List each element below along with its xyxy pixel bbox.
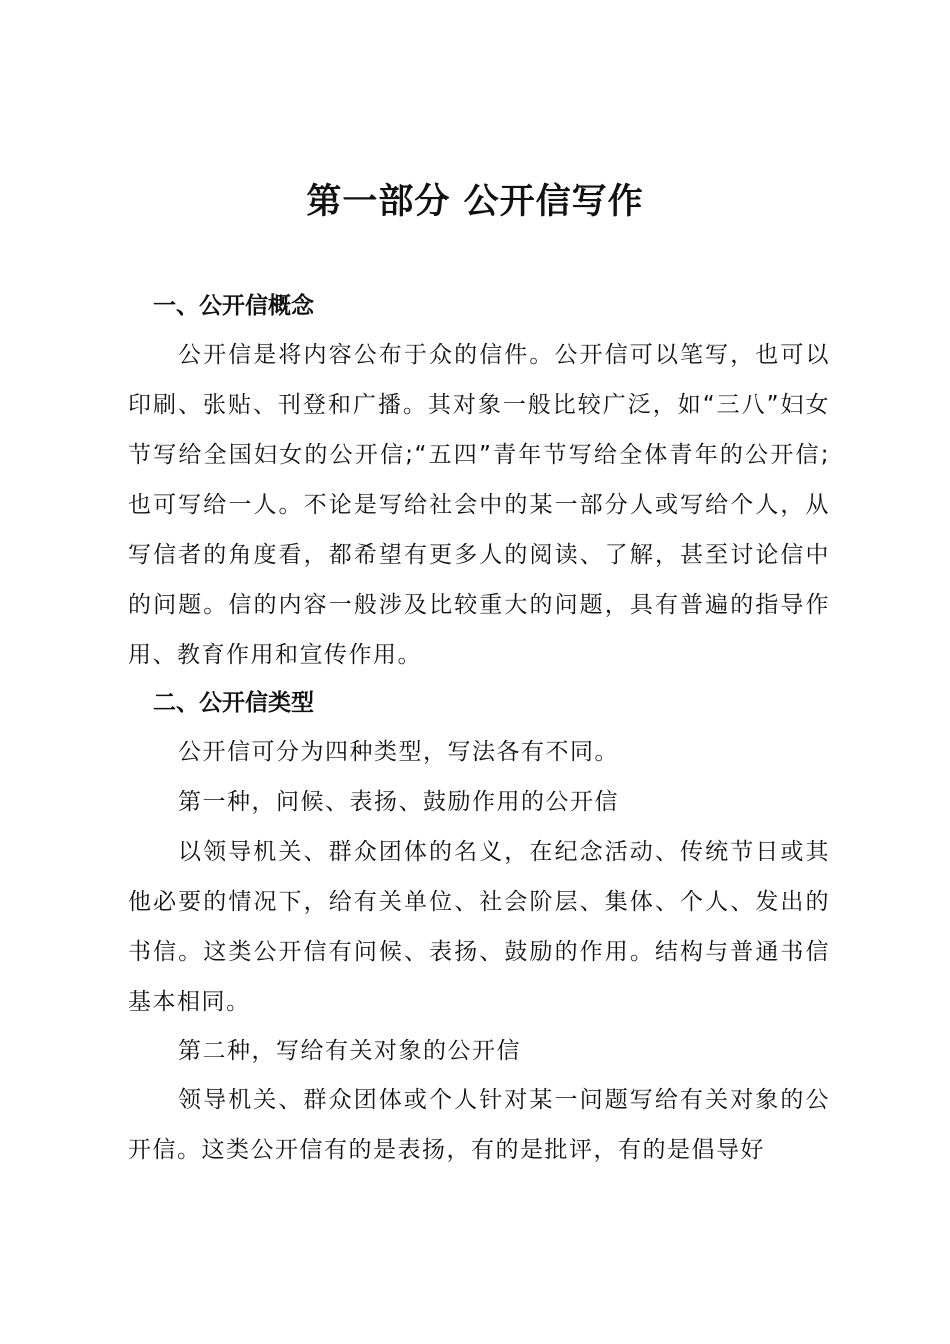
section-heading-concept: 一、公开信概念	[153, 293, 314, 319]
document-title: 第一部分 公开信写作	[306, 181, 644, 222]
type-one-paragraph: 以领导机关、群众团体的名义，在纪念活动、传统节日或其他必要的情况下，给有关单位、社会阶层、集体、个人、发出的书信。这类公开信有问候、表扬、鼓励的作用。结构与普通书信基本相同。	[128, 839, 830, 1015]
section-heading-types: 二、公开信类型	[153, 690, 314, 716]
type-one-label: 第一种，问候、表扬、鼓励作用的公开信	[178, 789, 619, 815]
concept-paragraph: 公开信是将内容公布于众的信件。公开信可以笔写，也可以印刷、张贴、刊登和广播。其对象一般比较广泛，如“三八”妇女节写给全国妇女的公开信;“五四”青年节写给全体青年的公开信;也可写给一人。不论是写给社会中的某一部分人或写给个人，从写信者的角度看，都希望有更多人的阅读、了解，甚至讨论信中的问题。信的内容一般涉及比较重大的问题，具有普遍的指导作用、教育作用和宣传作用。	[128, 342, 830, 668]
types-intro: 公开信可分为四种类型，写法各有不同。	[178, 739, 619, 765]
type-two-paragraph: 领导机关、群众团体或个人针对某一问题写给有关对象的公开信。这类公开信有的是表扬，有的是批评，有的是倡导好	[128, 1087, 830, 1163]
type-two-label: 第二种，写给有关对象的公开信	[178, 1038, 521, 1064]
